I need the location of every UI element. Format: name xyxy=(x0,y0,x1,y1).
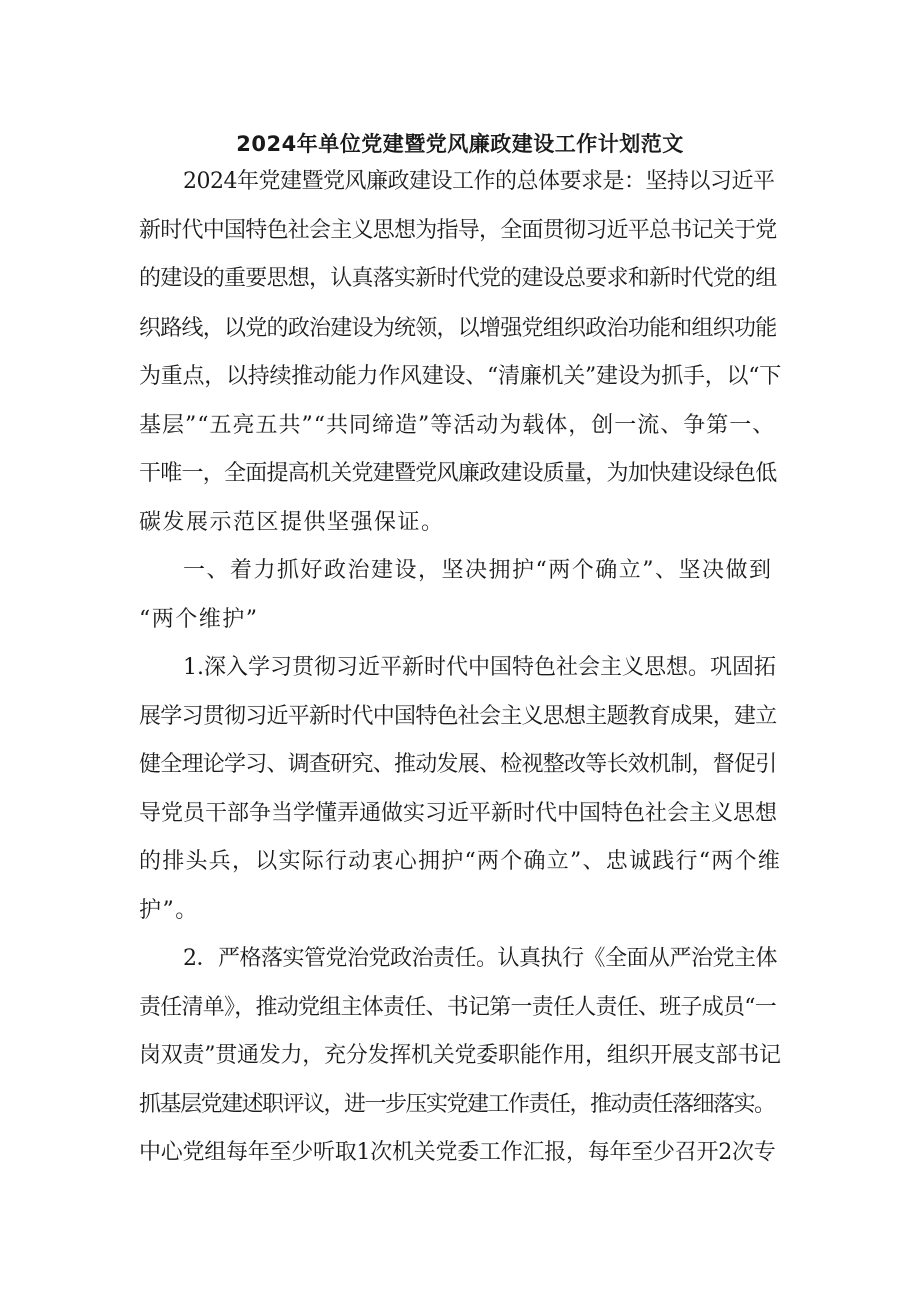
text-line: 护”。 xyxy=(139,898,199,923)
text-line: 新时代中国特色社会主义思想为指导，全面贯彻习近平总书记关于党 xyxy=(139,218,777,243)
text-line: 抓基层党建述职评议，进一步压实党建工作责任，推动责任落细落实。 xyxy=(139,1092,775,1117)
text-line: 碳发展示范区提供坚强保证。 xyxy=(139,510,445,535)
text-line: 责任清单》，推动党组主体责任、书记第一责任人责任、班子成员“一 xyxy=(139,995,776,1020)
text-line: 基层”“五亮五共”“共同缔造”等活动为载体，创一流、争第一、 xyxy=(139,413,776,438)
text-line: 岗双责”贯通发力，充分发挥机关党委职能作用，组织开展支部书记 xyxy=(139,1043,781,1068)
text-line: 2．严格落实管党治党政治责任。认真执行《全面从严治党主体 xyxy=(183,946,777,971)
text-line: 织路线，以党的政治建设为统领，以增强党组织政治功能和组织功能 xyxy=(139,316,777,341)
text-line: 导党员干部争当学懂弄通做实习近平新时代中国特色社会主义思想 xyxy=(139,801,778,826)
text-line: 的排头兵，以实际行动衷心拥护“两个确立”、忠诚践行“两个维 xyxy=(139,849,781,874)
text-line: 为重点，以持续推动能力作风建设、“清廉机关”建设为抓手，以“下 xyxy=(139,364,781,389)
text-line: 1.深入学习贯彻习近平新时代中国特色社会主义思想。巩固拓 xyxy=(183,655,776,680)
section-heading-line: “两个维护” xyxy=(139,607,259,632)
text-line: 干唯一，全面提高机关党建暨党风廉政建设质量，为加快建设绿色低 xyxy=(139,461,777,486)
text-line: 健全理论学习、调查研究、推动发展、检视整改等长效机制，督促引 xyxy=(139,752,777,777)
text-line: 2024年党建暨党风廉政建设工作的总体要求是：坚持以习近平 xyxy=(183,169,775,194)
text-line: 展学习贯彻习近平新时代中国特色社会主义思想主题教育成果，建立 xyxy=(139,704,777,729)
text-line: 中心党组每年至少听取1次机关党委工作汇报，每年至少召开2次专 xyxy=(139,1140,776,1165)
text-line: 的建设的重要思想，认真落实新时代党的建设总要求和新时代党的组 xyxy=(139,266,777,291)
document-title: 2024年单位党建暨党风廉政建设工作计划范文 xyxy=(236,132,684,157)
section-heading-line: 一、着力抓好政治建设，坚决拥护“两个确立”、坚决做到 xyxy=(183,558,773,583)
